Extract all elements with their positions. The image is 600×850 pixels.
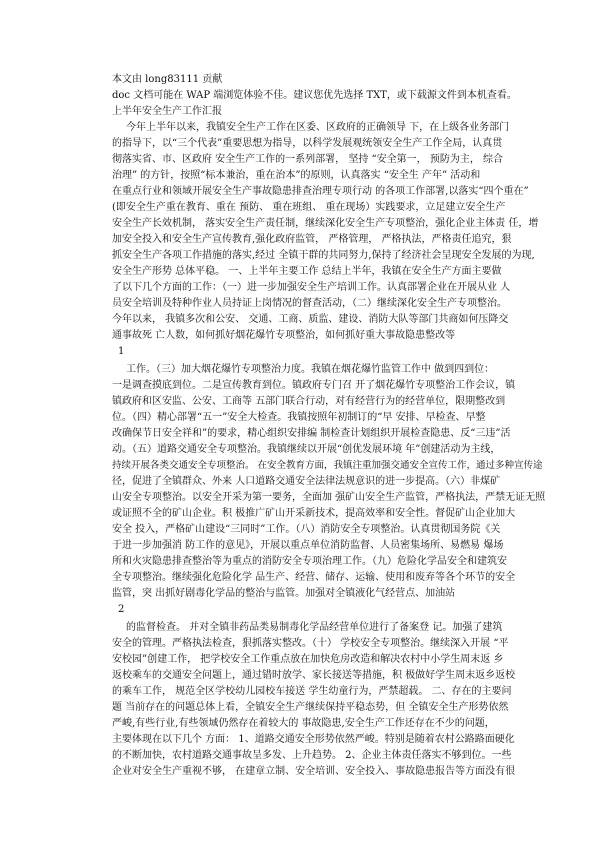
text-line: 企业对安全生产重视不够， 在建章立制、安全培训、安全投入、事故隐患报告等方面没有很 <box>112 766 516 777</box>
text-line: 安全 投入，严格矿山建设“三同时”工作。（八）消防安全专项整治。认真贯彻国务院《关 <box>112 524 501 535</box>
text-line: 工作。（三）加大烟花爆竹专项整治力度。我镇在烟花爆竹监管工作中 做到四到位： <box>126 364 495 375</box>
text-line: 题 当前存在的问题总体上看，全镇安全生产继续保持平稳态势，但 全镇安全生产形势依然 <box>112 702 509 713</box>
text-line: 径，促进了全镇群众、外来 人口道路交通安全法律法规意识的进一步提高。（六）非煤矿 <box>112 476 501 487</box>
text-line: 改确保节日安全祥和”的要求，精心组织安排编 制检查计划组织开展检查隐患、反“三违”活 <box>112 428 511 439</box>
header-source: 本文由 long83111 贡献 <box>112 74 223 85</box>
text-line: 位。（四）精心部署“五一”安全大检查。我镇按照年初制订的“早 安排、早检查、早整 <box>112 412 486 423</box>
text-line: 安校园”创建工作， 把学校安全工作重点放在加快危房改造和解决农村中小学生周末返 乡 <box>112 654 504 665</box>
text-line: 的不断加快，农村道路交通事故呈多发、上升趋势。 2、企业主体责任落实不够到位。一些 <box>112 750 512 761</box>
text-line: 动。（五）道路交通安全专项整治。我镇继续以开展“创优发展环境 年”创建活动为主线， <box>112 444 501 455</box>
text-line: 了以下几个方面的工作：（一）进一步加强安全生产培训工作。认真部署企业在开展从业 人 <box>112 282 511 293</box>
text-line: 治理” 的方针，按照“标本兼治，重在治本”的原则，认真落实 “安全生 产年” 活动和 <box>112 170 481 181</box>
text-line: 的指导下，以“三个代表”重要思想为指导，以科学发展观统领安全生产工作全局，认真贯 <box>112 138 503 149</box>
text-line: 全专项整治。继续强化危险化学 品生产、经营、储存、运输、使用和废弃等各个环节的安全 <box>112 572 516 583</box>
text-line: 抓安全生产各项工作措施的落实,经过 全镇干群的共同努力,保持了经济社会呈现安全发展的为现, <box>112 250 535 261</box>
text-line: 所和火灾隐患排查整治等为重点的消防安全专项治理工作。（九）危险化学品安全和建筑安 <box>112 556 507 567</box>
text-line: 通事故死 亡人数，如何抓好烟花爆竹专项整治，如何抓好重大事故隐患整改等 <box>112 330 456 341</box>
text-line: 的监督检查。 并对全镇非药品类易制毒化学品经营单位进行了备案登 记。加强了建筑 <box>126 622 503 633</box>
page-number: 1 <box>118 346 125 357</box>
text-line: 返校乘车的交通安全问题上，通过错时放学、家长接送等措施，积 极做好学生周末返乡返校 <box>112 670 516 681</box>
text-line: 加安全投入和安全生产宣传教育,强化政府监管， 严格管理， 严格执法，严格责任追究，狠 <box>112 234 512 245</box>
text-line: 彻落实省、市、区政府 安全生产工作的一系列部署， 坚持 “安全第一， 预防为主， 综合 <box>112 154 504 165</box>
text-line: 在重点行业和领域开展安全生产事故隐患排查治理专项行动 的各项工作部署,以落实“四个重在” <box>112 186 529 197</box>
text-line: 今年上半年以来，我镇安全生产工作在区委、区政府的正确领导 下，在上级各业务部门 <box>126 122 510 133</box>
text-line: 或证照不全的矿山企业。积 极推广矿山开采新技术，提高效率和安全性。督促矿山企业加大 <box>112 508 516 519</box>
text-line: 持续开展各类交通安全专项整治。 在安全教育方面，我镇注重加强交通安全宣传工作，通过多种宣传途 <box>112 460 543 471</box>
text-line: 员安全培训及特种作业人员持证上岗情况的督查活动，（二）继续深化安全生产专项整治。 <box>112 298 507 309</box>
text-line: 今年以来， 我镇多次和公安、 交通、工商、质监、建设、消防大队等部门共商如何压降交 <box>112 314 509 325</box>
text-line: (即安全生产重在教育、重在 预防、 重在班组、 重在现场）实践要求，立足建立安全生产 <box>112 202 506 213</box>
text-line: 安全生产长效机制， 落实安全生产责任制，继续深化安全生产专项整治，强化企业主体责 任，增 <box>112 218 539 229</box>
document-title: 上半年安全生产工作汇报 <box>112 106 222 117</box>
text-line: 主要体现在以下几个 方面： 1、道路交通安全形势依然严峻。特别是随着农村公路路面硬化 <box>112 734 515 745</box>
text-line: 镇政府和区安监、公安、工商等 五部门联合行动，对有经营行为的经营单位，限期整改到 <box>112 396 506 407</box>
header-note: doc 文档可能在 WAP 端浏览体验不佳。建议您优先选择 TXT，或下载源文件到本机查看。 <box>112 90 517 101</box>
text-line: 山安全专项整治。以安全开采为第一要务，全面加 强矿山安全生产监管，严格执法，严禁无证无照 <box>112 492 546 503</box>
text-line: 监管，突 出抓好剧毒化学品的整治与监管。加强对全镇液化气经营点、加油站 <box>112 588 456 599</box>
page-number: 2 <box>118 604 125 615</box>
text-line: 一是调查摸底到位。二是宣传教育到位。镇政府专门召 开了烟花爆竹专项整治工作会议，镇 <box>112 380 516 391</box>
text-line: 安全的管理。严格执法检查，狠抓落实整改。（十） 学校安全专项整治。继续深入开展 “平 <box>112 638 509 649</box>
text-line: 严峻,有些行业,有些领域仍然存在着较大的 事故隐患,安全生产工作还存在不少的问题， <box>112 718 495 729</box>
text-line: 于进一步加强消 防工作的意见》，开展以重点单位消防监督、人员密集场所、易燃易 爆场 <box>112 540 504 551</box>
text-line: 的乘车工作， 规范全区学校幼儿园校车接送 学生幼童行为，严禁超载。 二、存在的主要问 <box>112 686 512 697</box>
text-line: 安全生产形势 总体平稳。 一、上半年主要工作 总结上半年，我镇在安全生产方面主要做 <box>112 266 502 277</box>
